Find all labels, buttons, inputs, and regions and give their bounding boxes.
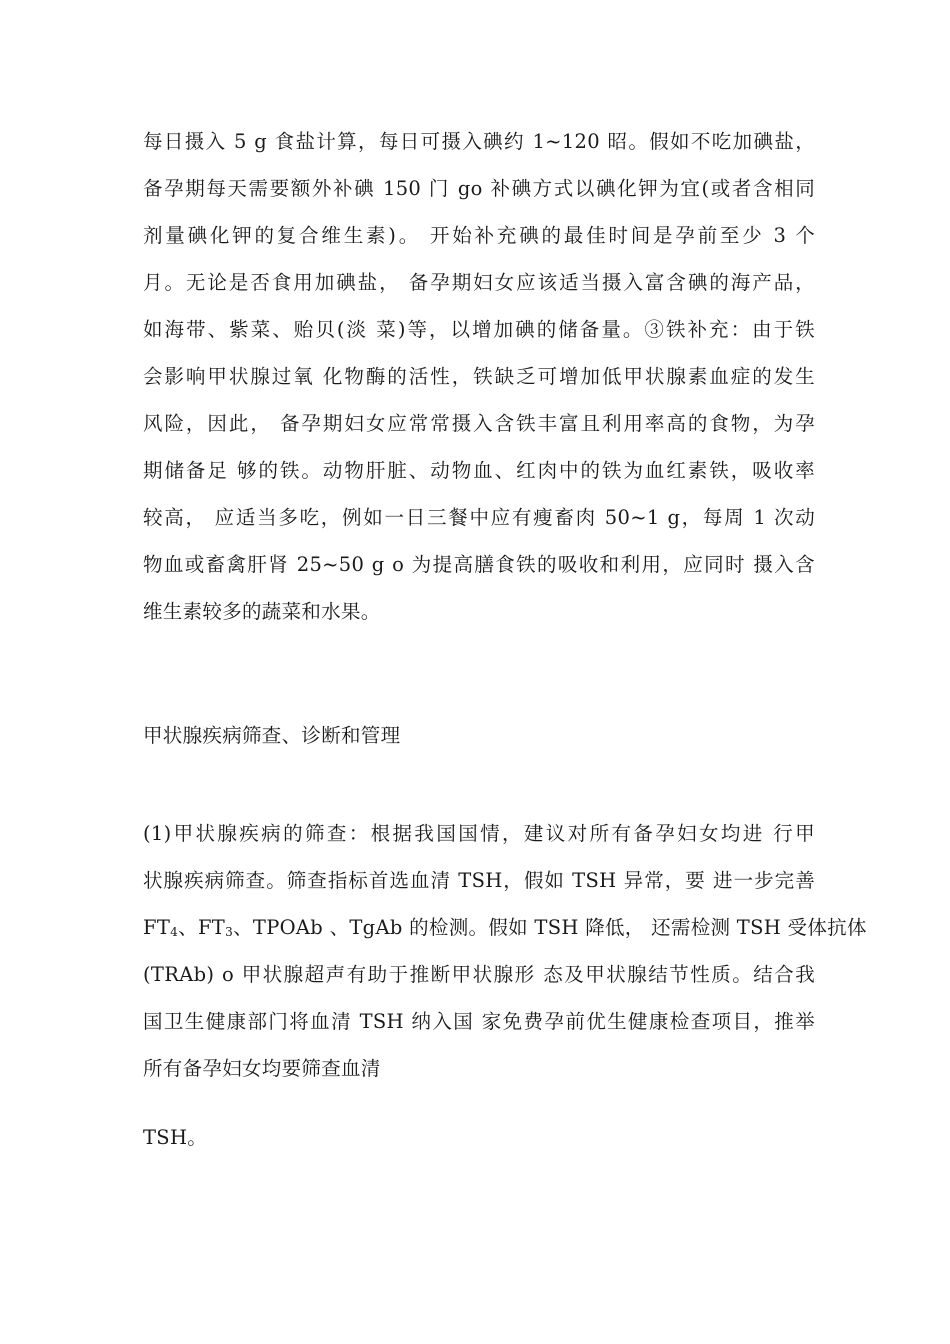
text-line: (1)甲状腺疾病的筛查：根据我国国情，建议对所有备孕妇女均进 行甲: [143, 822, 815, 845]
text-line: 会影响甲状腺过氧 化物酶的活性，铁缺乏可增加低甲状腺素血症的发生: [143, 365, 815, 388]
section-heading-text: 甲状腺疾病筛查、诊断和管理: [143, 724, 401, 747]
text-line-with-subscripts: $FT_4$、$FT_3$、TPOAb 、TgAb 的检测。假如 TSH 降低， 还需检测 TSH 受体抗体: [143, 916, 867, 939]
text-line: 所有备孕妇女均要筛查血清: [143, 1057, 381, 1080]
ft3-label: $FT_3$: [197, 916, 234, 939]
paragraph-trailing: [143, 1114, 815, 1161]
text-line: 每日摄入 5 g 食盐计算，每日可摄入碘约 1~120 昭。假如不吃加碘盐，: [143, 130, 815, 153]
text-line: 较高， 应适当多吃，例如一日三餐中应有瘦畜肉 50~1 g，每周 1 次动: [143, 506, 815, 529]
text-line: 期储备足 够的铁。动物肝脏、动物血、红肉中的铁为血红素铁，吸收率: [143, 459, 815, 482]
text-line: (TRAb) o 甲状腺超声有助于推断甲状腺形 态及甲状腺结节性质。结合我: [143, 963, 815, 986]
text-line: TSH。: [143, 1126, 208, 1149]
text-line: 国卫生健康部门将血清 TSH 纳入国 家免费孕前优生健康检查项目，推举: [143, 1010, 815, 1033]
text-line: 月。无论是否食用加碘盐， 备孕期妇女应该适当摄入富含碘的海产品，: [143, 271, 815, 294]
paragraph-iodine-iron: [143, 118, 815, 635]
text-line: 剂量碘化钾的复合维生素)。 开始补充碘的最佳时间是孕前至少 3 个: [143, 224, 815, 247]
text-line: 风险，因此， 备孕期妇女应常常摄入含铁丰富且利用率高的食物，为孕: [143, 412, 815, 435]
text-line: 状腺疾病筛查。筛查指标首选血清 TSH，假如 TSH 异常，要 进一步完善: [143, 869, 815, 892]
text-line: 维生素较多的蔬菜和水果。: [143, 600, 381, 623]
paragraph-thyroid-screening: [143, 810, 867, 1092]
text-line: 如海带、紫菜、贻贝(淡 菜)等，以增加碘的储备量。③铁补充：由于铁: [143, 318, 815, 341]
ft4-label: $FT_4$: [143, 916, 179, 939]
section-heading: [143, 712, 815, 759]
text-line: 备孕期每天需要额外补碘 150 门 go 补碘方式以碘化钾为宜(或者含相同: [143, 177, 815, 200]
text-line: 物血或畜禽肝肾 25~50 g o 为提高膳食铁的吸收和利用，应同时 摄入含: [143, 553, 815, 576]
